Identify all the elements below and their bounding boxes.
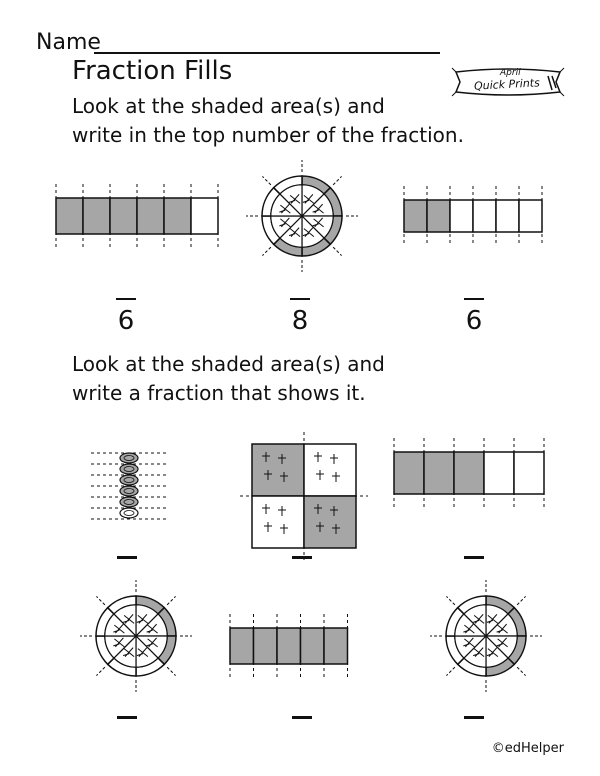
fraction-bar-figure bbox=[398, 178, 548, 254]
instruction-line: write a fraction that shows it. bbox=[72, 381, 366, 405]
instruction-line: write in the top number of the fraction. bbox=[72, 123, 464, 147]
coin-stack-figure bbox=[84, 446, 174, 520]
dashed-divider bbox=[333, 247, 341, 255]
bar-segment bbox=[324, 628, 348, 664]
bar-segment bbox=[450, 200, 473, 232]
denominator: 6 bbox=[117, 306, 135, 336]
fraction-bar-figure bbox=[50, 178, 225, 254]
name-field-line[interactable] bbox=[94, 52, 440, 54]
bar-segment bbox=[254, 628, 278, 664]
coin bbox=[120, 486, 138, 496]
coin bbox=[120, 453, 138, 463]
square-quarter bbox=[252, 496, 304, 548]
bar-segment bbox=[230, 628, 254, 664]
pizza-figure bbox=[242, 170, 362, 262]
square-quarter bbox=[252, 444, 304, 496]
answer-blank[interactable] bbox=[464, 556, 484, 559]
bar-segment bbox=[301, 628, 325, 664]
dashed-divider bbox=[167, 596, 175, 604]
coin bbox=[120, 464, 138, 474]
pizza-figure bbox=[426, 590, 546, 682]
bar-segment bbox=[496, 200, 519, 232]
answer-blank[interactable] bbox=[117, 556, 137, 559]
bar-segment bbox=[427, 200, 450, 232]
coin bbox=[120, 475, 138, 485]
answer-blank[interactable] bbox=[117, 716, 137, 719]
square-quarter bbox=[304, 496, 356, 548]
bar-segment bbox=[83, 198, 110, 234]
square-figure bbox=[232, 430, 376, 540]
bar-segment bbox=[484, 452, 514, 494]
fraction-answer[interactable] bbox=[280, 298, 320, 336]
dashed-divider bbox=[333, 176, 341, 184]
bar-segment bbox=[164, 198, 191, 234]
pizza-figure bbox=[76, 590, 196, 682]
fraction-bar-line bbox=[116, 298, 136, 300]
section2-instruction bbox=[72, 350, 385, 408]
dashed-divider bbox=[96, 596, 104, 604]
badge-text: Quick Prints bbox=[473, 76, 541, 93]
answer-blank[interactable] bbox=[292, 716, 312, 719]
bar-segment bbox=[519, 200, 542, 232]
denominator: 6 bbox=[465, 306, 483, 336]
fraction-bar-figure bbox=[228, 602, 378, 678]
badge-month: April bbox=[500, 68, 521, 78]
bar-segment bbox=[277, 628, 301, 664]
coin bbox=[120, 497, 138, 507]
denominator: 8 bbox=[291, 306, 309, 336]
coin bbox=[120, 508, 138, 518]
dashed-divider bbox=[446, 667, 454, 675]
name-label: Name bbox=[36, 30, 101, 55]
fraction-answer[interactable] bbox=[106, 298, 146, 336]
section1-instruction bbox=[72, 92, 464, 150]
instruction-line: Look at the shaded area(s) and bbox=[72, 94, 385, 118]
dashed-divider bbox=[517, 667, 525, 675]
answer-blank[interactable] bbox=[292, 556, 312, 559]
dashed-divider bbox=[262, 176, 270, 184]
bar-segment bbox=[56, 198, 83, 234]
dashed-divider bbox=[167, 667, 175, 675]
fraction-answer[interactable] bbox=[454, 298, 494, 336]
dashed-divider bbox=[96, 667, 104, 675]
bar-segment bbox=[137, 198, 164, 234]
dashed-divider bbox=[262, 247, 270, 255]
copyright: ©edHelper bbox=[491, 741, 564, 756]
bar-segment bbox=[191, 198, 218, 234]
dashed-divider bbox=[517, 596, 525, 604]
bar-segment bbox=[514, 452, 544, 494]
bar-segment bbox=[424, 452, 454, 494]
fraction-bar-line bbox=[290, 298, 310, 300]
bar-segment bbox=[394, 452, 424, 494]
bar-segment bbox=[110, 198, 137, 234]
dashed-divider bbox=[446, 596, 454, 604]
square-quarter bbox=[304, 444, 356, 496]
answer-blank[interactable] bbox=[464, 716, 484, 719]
bar-segment bbox=[404, 200, 427, 232]
bar-segment bbox=[473, 200, 496, 232]
fraction-bar-figure bbox=[388, 430, 553, 516]
instruction-line: Look at the shaded area(s) and bbox=[72, 352, 385, 376]
worksheet-title: Fraction Fills bbox=[72, 56, 233, 86]
fraction-bar-line bbox=[464, 298, 484, 300]
bar-segment bbox=[454, 452, 484, 494]
